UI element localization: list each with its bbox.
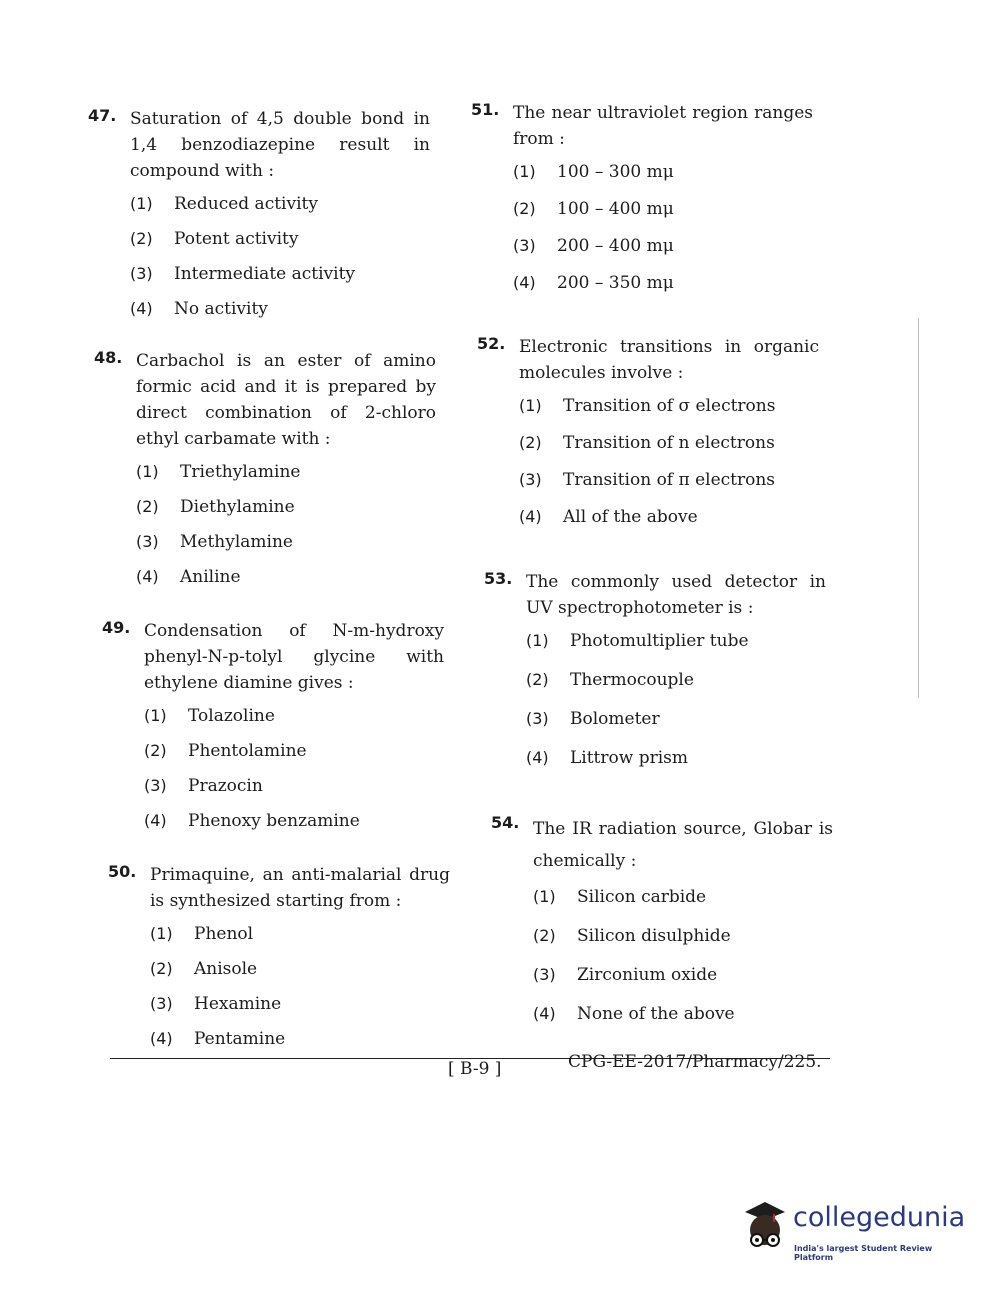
question-number: 52. <box>477 334 506 353</box>
option-text: 100 – 400 mμ <box>557 199 674 219</box>
option-text: Tolazoline <box>188 706 275 726</box>
option-number: (3) <box>519 470 542 489</box>
option <box>513 199 831 236</box>
option <box>130 229 448 264</box>
option-number: (1) <box>513 162 536 181</box>
question-number: 53. <box>484 569 513 588</box>
option-number: (4) <box>150 1029 173 1048</box>
option-number: (4) <box>130 299 153 318</box>
option-number: (2) <box>150 959 173 978</box>
option <box>150 924 468 959</box>
option <box>513 162 831 199</box>
option <box>533 887 851 926</box>
option-number: (2) <box>136 497 159 516</box>
options-list <box>130 194 448 334</box>
option-text: 200 – 350 mμ <box>557 273 674 293</box>
option <box>136 497 454 532</box>
question-text: The commonly used detector in UV spectrophotometer is : <box>526 572 826 618</box>
option-text: Anisole <box>194 959 258 979</box>
paper-code: CPG-EE-2017/Pharmacy/225. <box>568 1052 822 1072</box>
option-number: (2) <box>513 199 536 218</box>
option-text: Transition of σ electrons <box>563 396 776 416</box>
page-number: [ B-9 ] <box>448 1059 502 1079</box>
option <box>130 299 448 334</box>
question-number: 48. <box>94 348 123 367</box>
option-number: (3) <box>533 965 556 984</box>
option <box>136 532 454 567</box>
option-number: (4) <box>136 567 159 586</box>
question-47 <box>88 106 448 334</box>
option <box>513 236 831 273</box>
option <box>526 709 844 748</box>
option <box>513 273 831 310</box>
option-number: (1) <box>533 887 556 906</box>
option <box>533 926 851 965</box>
option-number: (3) <box>144 776 167 795</box>
option-text: All of the above <box>563 507 698 527</box>
option-number: (2) <box>144 741 167 760</box>
option <box>526 670 844 709</box>
option <box>144 706 462 741</box>
options-list <box>150 924 468 1064</box>
question-number: 49. <box>102 618 131 637</box>
logo-name: collegedunia <box>793 1202 966 1233</box>
question-number: 51. <box>471 100 500 119</box>
option-number: (2) <box>519 433 542 452</box>
option-text: Silicon carbide <box>577 887 707 907</box>
question-text: Condensation of N-m-hydroxy phenyl-N-p-tolyl glycine with ethylene diamine gives : <box>144 621 444 693</box>
option-number: (3) <box>513 236 536 255</box>
question-48 <box>94 348 454 602</box>
option-text: Reduced activity <box>174 194 318 214</box>
question-53 <box>484 569 844 787</box>
option-number: (1) <box>144 706 167 725</box>
option-number: (4) <box>526 748 549 767</box>
question-49 <box>102 618 462 846</box>
option-number: (1) <box>136 462 159 481</box>
option-number: (3) <box>130 264 153 283</box>
question-number: 50. <box>108 862 137 881</box>
option-text: Potent activity <box>174 229 299 249</box>
option-number: (4) <box>144 811 167 830</box>
options-list <box>533 887 851 1043</box>
option <box>136 462 454 497</box>
options-list <box>144 706 462 846</box>
question-text: Electronic transitions in organic molecules involve : <box>519 337 819 383</box>
option-text: None of the above <box>577 1004 735 1024</box>
option-number: (1) <box>130 194 153 213</box>
option-text: Diethylamine <box>180 497 295 517</box>
option <box>519 470 837 507</box>
option-text: No activity <box>174 299 268 319</box>
question-51 <box>471 100 831 310</box>
option <box>150 994 468 1029</box>
option <box>526 748 844 787</box>
options-list <box>526 631 844 787</box>
option-number: (4) <box>533 1004 556 1023</box>
option-number: (4) <box>513 273 536 292</box>
option-number: (2) <box>533 926 556 945</box>
option-text: 200 – 400 mμ <box>557 236 674 256</box>
mascot-icon <box>735 1198 793 1258</box>
option-text: Intermediate activity <box>174 264 356 284</box>
option <box>526 631 844 670</box>
question-54 <box>491 813 851 1043</box>
option-number: (2) <box>526 670 549 689</box>
option-text: Thermocouple <box>570 670 694 690</box>
option-text: 100 – 300 mμ <box>557 162 674 182</box>
option-text: Phenoxy benzamine <box>188 811 360 831</box>
option-text: Zirconium oxide <box>577 965 718 985</box>
option-text: Pentamine <box>194 1029 286 1049</box>
options-list <box>136 462 454 602</box>
option-text: Prazocin <box>188 776 263 796</box>
option-number: (1) <box>526 631 549 650</box>
logo-tagline: India's largest Student Review Platform <box>794 1244 933 1262</box>
option-text: Phenol <box>194 924 254 944</box>
option-number: (2) <box>130 229 153 248</box>
option <box>519 507 837 544</box>
option <box>144 811 462 846</box>
option-text: Phentolamine <box>188 741 307 761</box>
option-text: Transition of n electrons <box>563 433 775 453</box>
question-text: The near ultraviolet region ranges from : <box>513 103 813 149</box>
question-text: Carbachol is an ester of amino formic acid and it is prepared by direct combination of 2-chloro ethyl carbamate with : <box>136 351 436 449</box>
question-number: 47. <box>88 106 117 125</box>
option-text: Photomultiplier tube <box>570 631 749 651</box>
option <box>533 1004 851 1043</box>
question-text: The IR radiation source, Globar is chemically : <box>533 819 833 871</box>
option-text: Methylamine <box>180 532 293 552</box>
option-text: Triethylamine <box>180 462 301 482</box>
question-text: Primaquine, an anti-malarial drug is synthesized starting from : <box>150 865 450 911</box>
question-text: Saturation of 4,5 double bond in 1,4 benzodiazepine result in compound with : <box>130 109 430 181</box>
option <box>150 959 468 994</box>
option-text: Transition of π electrons <box>563 470 776 490</box>
option <box>136 567 454 602</box>
option-text: Aniline <box>180 567 241 587</box>
option-text: Silicon disulphide <box>577 926 731 946</box>
option <box>130 194 448 229</box>
option <box>519 396 837 433</box>
question-50 <box>108 862 468 1064</box>
collegedunia-logo <box>735 1198 966 1262</box>
option-number: (3) <box>136 532 159 551</box>
option-number: (1) <box>150 924 173 943</box>
scan-margin-line <box>918 318 919 698</box>
option <box>130 264 448 299</box>
option <box>533 965 851 1004</box>
option-number: (3) <box>526 709 549 728</box>
option <box>144 741 462 776</box>
option-text: Bolometer <box>570 709 660 729</box>
option-text: Littrow prism <box>570 748 688 768</box>
option <box>144 776 462 811</box>
options-list <box>513 162 831 310</box>
question-52 <box>477 334 837 544</box>
option-number: (3) <box>150 994 173 1013</box>
question-number: 54. <box>491 813 520 832</box>
option <box>519 433 837 470</box>
option-text: Hexamine <box>194 994 282 1014</box>
option-number: (1) <box>519 396 542 415</box>
option-number: (4) <box>519 507 542 526</box>
options-list <box>519 396 837 544</box>
